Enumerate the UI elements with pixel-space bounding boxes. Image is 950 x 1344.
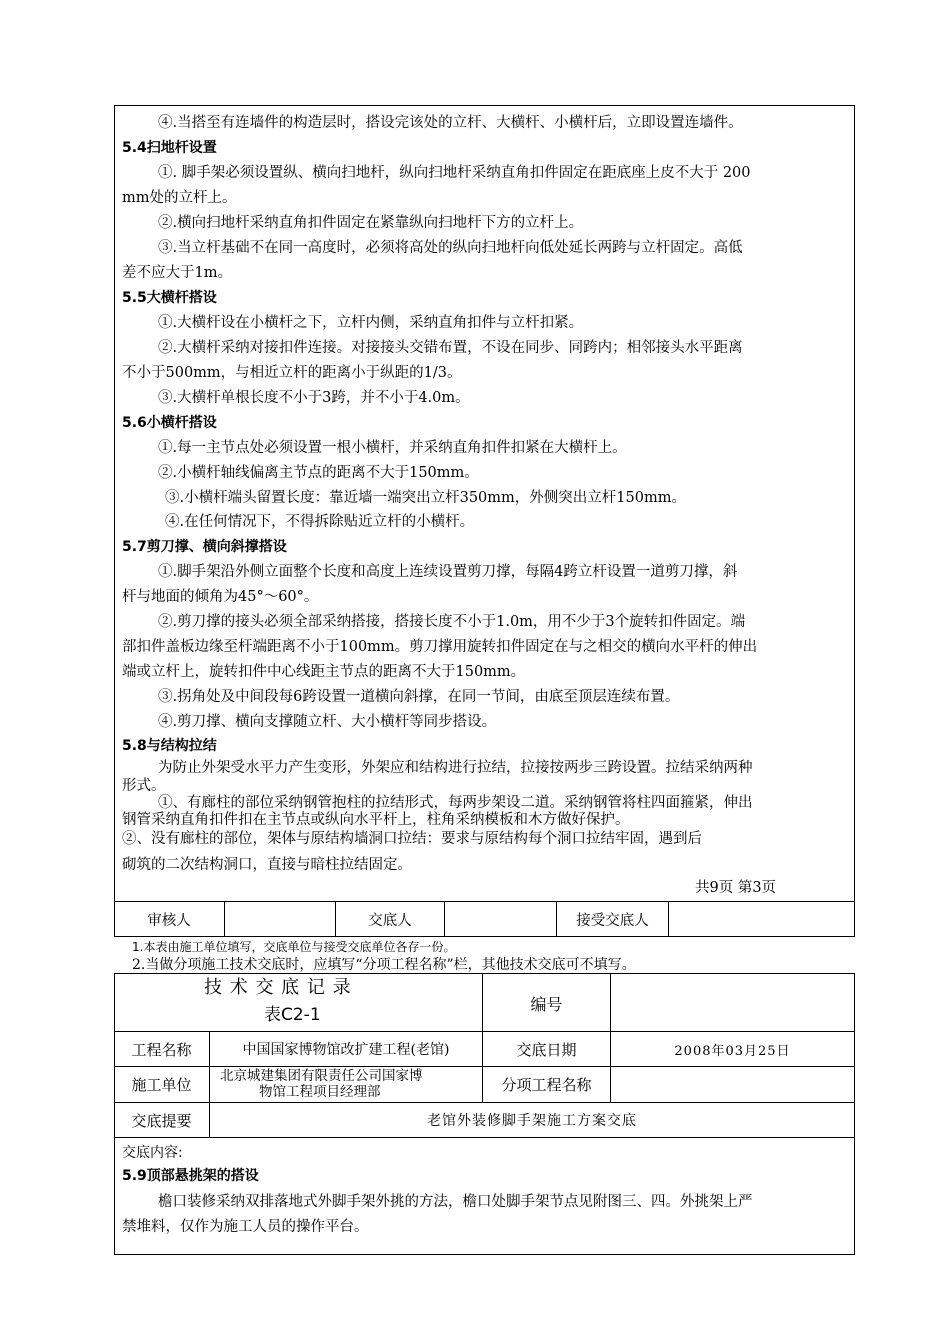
text-line: 为防止外架受水平力产生变形，外架应和结构进行拉结，拉接按两步三跨设置。拉结采纳两种 xyxy=(158,760,753,776)
text-line: ③.大横杆单根长度不小于3跨，并不小于4.0m。 xyxy=(158,390,470,406)
text-line: ④.当搭至有连墙件的构造层时，搭设完该处的立杆、大横杆、小横杆后，立即设置连墙件。 xyxy=(158,115,743,131)
text-line: ④.剪刀撑、横向支撑随立杆、大小横杆等同步搭设。 xyxy=(158,714,497,730)
date-label: 交底日期 xyxy=(516,1040,577,1059)
divider xyxy=(114,1137,855,1138)
summary-value: 老馆外装修脚手架施工方案交底 xyxy=(427,1113,637,1129)
text-line: 差不应大于1m。 xyxy=(122,265,232,281)
text-line: 端或立杆上，旋转扣件中心线距主节点的距离不大于150mm。 xyxy=(122,664,526,680)
content-label: 交底内容: xyxy=(122,1145,183,1161)
date-value: 2008年03月25日 xyxy=(674,1043,791,1059)
text-line: ①. 脚手架必须设置纵、横向扫地杆，纵向扫地杆采纳直角扣件固定在距底座上皮不大于 200 xyxy=(158,165,751,181)
text-line: ②.横向扫地杆采纳直角扣件固定在紧靠纵向扫地杆下方的立杆上。 xyxy=(158,215,584,231)
receiver-field[interactable] xyxy=(669,902,854,936)
form-code: 表C2-1 xyxy=(264,1005,321,1025)
number-label: 编号 xyxy=(530,994,563,1014)
section-heading: 5.5大横杆搭设 xyxy=(122,290,217,306)
project-name-value: 中国国家博物馆改扩建工程(老馆) xyxy=(242,1042,450,1058)
text-line: 杆与地面的倾角为45°～60°。 xyxy=(122,589,319,605)
subproject-label: 分项工程名称 xyxy=(501,1076,592,1094)
contractor-label: 施工单位 xyxy=(131,1076,192,1094)
text-line: 部扣件盖板边缘至杆端距离不小于100mm。剪刀撑用旋转扣件固定在与之相交的横向水平杆的伸出 xyxy=(122,639,758,655)
text-line: 檐口装修采纳双排落地式外脚手架外挑的方法，檐口处脚手架节点见附图三、四。外挑架上严 xyxy=(158,1194,753,1210)
text-line: ③.当立杆基础不在同一高度时，必须将高处的纵向扫地杆向低处延长两跨与立杆固定。高低 xyxy=(158,240,743,256)
section-heading: 5.4扫地杆设置 xyxy=(122,140,217,156)
text-line: ④.在任何情况下，不得拆除贴近立杆的小横杆。 xyxy=(165,514,475,530)
text-line: 禁堆料，仅作为施工人员的操作平台。 xyxy=(122,1219,369,1235)
reviewer-field[interactable] xyxy=(225,902,335,936)
discloser-label: 交底人 xyxy=(368,912,412,929)
text-line: 钢管采纳直角扣件扣在主节点或纵向水平杆上，柱角采纳模板和木方做好保护。 xyxy=(122,812,630,828)
text-line: ③.小横杆端头留置长度：靠近墙一端突出立杆350mm，外侧突出立杆150mm。 xyxy=(165,490,686,506)
text-line: ①.脚手架沿外侧立面整个长度和高度上连续设置剪刀撑，每隔4跨立杆设置一道剪刀撑，斜 xyxy=(158,564,738,580)
contractor-value-line1: 北京城建集团有限责任公司国家博 xyxy=(220,1068,423,1084)
footnote: 1.本表由施工单位填写，交底单位与接受交底单位各存一份。 xyxy=(132,940,456,954)
text-line: ①.大横杆设在小横杆之下，立杆内侧，采纳直角扣件与立杆扣紧。 xyxy=(158,315,584,331)
section-heading: 5.9顶部悬挑架的搭设 xyxy=(122,1168,259,1184)
contractor-value-line2: 物馆工程项目经理部 xyxy=(259,1084,381,1100)
text-line: 不小于500mm，与相近立杆的距离小于纵距的1/3。 xyxy=(122,365,462,381)
page-count: 共9页 第3页 xyxy=(695,880,777,896)
footnote: 2.当做分项施工技术交底时，应填写“分项工程名称”栏，其他技术交底可不填写。 xyxy=(132,957,636,973)
subproject-field[interactable] xyxy=(611,1067,854,1102)
text-line: ①.每一主节点处必须设置一根小横杆，并采纳直角扣件扣紧在大横杆上。 xyxy=(158,440,627,456)
project-name-label: 工程名称 xyxy=(131,1040,192,1059)
text-line: ①、有廊柱的部位采纳钢管抱柱的拉结形式，每两步架设二道。采纳钢管将柱四面箍紧，伸出 xyxy=(158,795,753,811)
text-line: 砌筑的二次结构洞口，直接与暗柱拉结固定。 xyxy=(122,857,412,873)
text-line: ③.拐角处及中间段每6跨设置一道横向斜撑，在同一节间，由底至顶层连续布置。 xyxy=(158,689,680,705)
text-line: ②.大横杆采纳对接扣件连接。对接接头交错布置，不设在同步、同跨内；相邻接头水平距离 xyxy=(158,340,743,356)
receiver-label: 接受交底人 xyxy=(576,912,649,929)
summary-label: 交底提要 xyxy=(131,1111,192,1130)
discloser-field[interactable] xyxy=(445,902,556,936)
section-heading: 5.7剪刀撑、横向斜撑搭设 xyxy=(122,539,287,555)
reviewer-label: 审核人 xyxy=(147,912,191,929)
text-line: ②、没有廊柱的部位，架体与原结构墙洞口拉结：要求与原结构每个洞口拉结牢固，遇到后 xyxy=(122,831,702,847)
section-heading: 5.6小横杆搭设 xyxy=(122,415,217,431)
form-title: 技 术 交 底 记 录 xyxy=(204,977,352,998)
text-line: 形式。 xyxy=(122,778,166,794)
section-heading: 5.8与结构拉结 xyxy=(122,738,217,754)
number-field[interactable] xyxy=(611,975,854,1031)
text-line: ②.剪刀撑的接头必须全部采纳搭接，搭接长度不小于1.0m，用不少于3个旋转扣件固定。端 xyxy=(158,614,746,630)
text-line: mm处的立杆上。 xyxy=(122,190,237,206)
text-line: ②.小横杆轴线偏离主节点的距离不大于150mm。 xyxy=(158,465,479,481)
